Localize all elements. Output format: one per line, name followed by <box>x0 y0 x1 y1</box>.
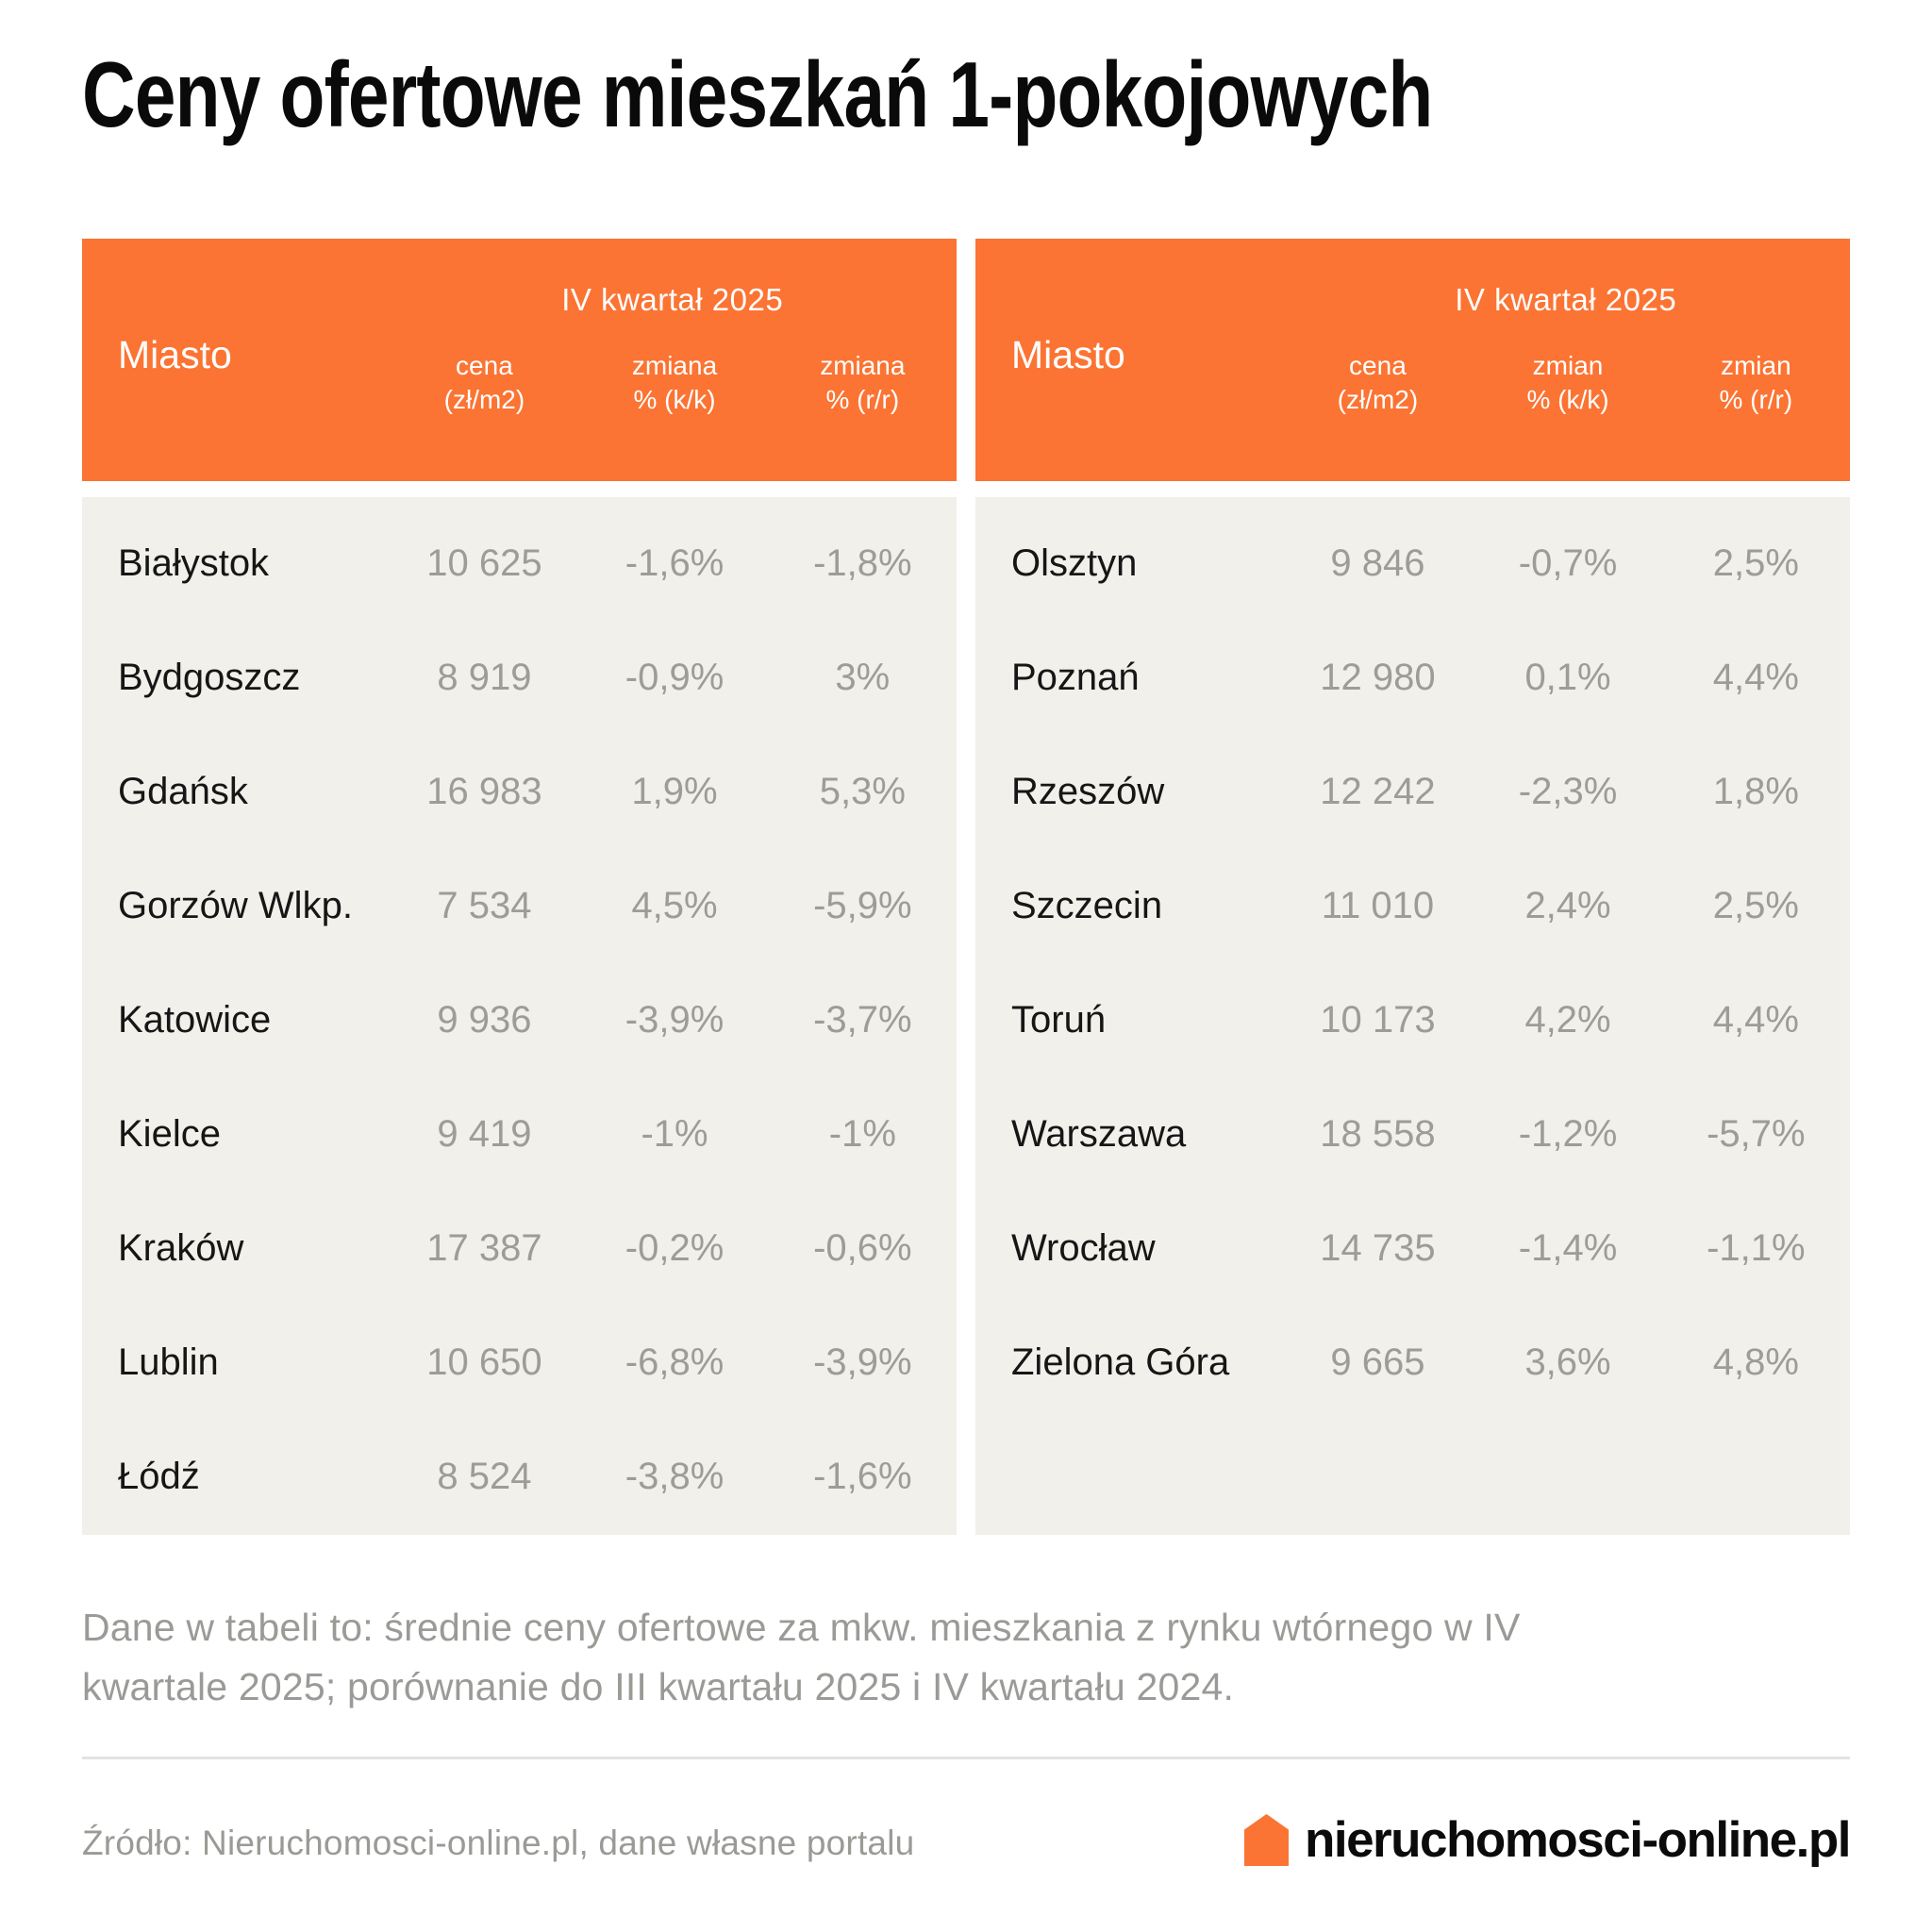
change-qq-cell: -1,4% <box>1518 1227 1618 1269</box>
price-cell: 8 919 <box>437 657 532 698</box>
header-line: % (k/k) <box>1526 385 1609 414</box>
tables-container <box>82 239 1850 1535</box>
table-row <box>82 735 957 849</box>
city-cell: Warszawa <box>1011 1113 1187 1155</box>
quarter-label: IV kwartał 2025 <box>561 282 784 317</box>
table-row <box>975 1191 1850 1306</box>
header-line: zmian <box>1720 351 1791 380</box>
table-row <box>82 621 957 735</box>
table-body <box>82 497 957 1535</box>
city-cell: Rzeszów <box>1011 771 1165 812</box>
table-row <box>975 621 1850 735</box>
price-cell: 14 735 <box>1320 1227 1436 1269</box>
table-row <box>82 963 957 1077</box>
city-cell: Łódź <box>118 1456 200 1497</box>
table-row <box>82 507 957 621</box>
change-yy-cell: 2,5% <box>1712 542 1799 584</box>
city-cell: Kraków <box>118 1227 244 1269</box>
city-cell: Kielce <box>118 1113 221 1155</box>
table-row <box>82 1191 957 1306</box>
price-cell: 9 846 <box>1330 542 1425 584</box>
quarter-label: IV kwartał 2025 <box>1455 282 1677 317</box>
price-cell: 10 650 <box>426 1341 542 1383</box>
price-table-right <box>975 239 1850 1535</box>
change-yy-cell: -1,6% <box>813 1456 912 1497</box>
table-row <box>82 1306 957 1420</box>
city-cell: Bydgoszcz <box>118 657 301 698</box>
table-header <box>975 239 1850 481</box>
price-cell: 12 242 <box>1320 771 1436 812</box>
change-yy-cell: -5,9% <box>813 885 912 926</box>
table-row <box>975 507 1850 621</box>
change-yy-cell: 2,5% <box>1712 885 1799 926</box>
house-icon <box>1244 1814 1289 1866</box>
table-row <box>82 1420 957 1534</box>
table-row <box>975 735 1850 849</box>
table-row <box>975 1306 1850 1420</box>
price-cell: 8 524 <box>437 1456 532 1497</box>
change-yy-cell: 5,3% <box>819 771 906 812</box>
table-row <box>975 849 1850 963</box>
change-qq-cell: -0,2% <box>625 1227 724 1269</box>
change-qq-column-header <box>1474 349 1661 417</box>
logo <box>1244 1811 1850 1869</box>
change-yy-cell: 1,8% <box>1712 771 1799 812</box>
change-yy-cell: -1,8% <box>813 542 912 584</box>
city-cell: Białystok <box>118 542 270 584</box>
source-text: Źródło: Nieruchomosci-online.pl, dane własne portalu <box>82 1824 915 1862</box>
change-qq-cell: 1,9% <box>631 771 718 812</box>
change-yy-cell: -0,6% <box>813 1227 912 1269</box>
header-line: zmian <box>1532 351 1604 380</box>
change-qq-cell: -2,3% <box>1518 771 1618 812</box>
price-cell: 7 534 <box>437 885 532 926</box>
change-yy-cell: -5,7% <box>1707 1113 1806 1155</box>
change-yy-cell: -3,9% <box>813 1341 912 1383</box>
change-qq-cell: -1,6% <box>625 542 724 584</box>
change-yy-cell: -1,1% <box>1707 1227 1806 1269</box>
change-yy-column-header <box>769 349 957 417</box>
change-qq-cell: -3,9% <box>625 999 724 1041</box>
city-cell: Gorzów Wlkp. <box>118 885 353 926</box>
footnote-line: kwartale 2025; porównanie do III kwartału 2025 i IV kwartału 2024. <box>82 1665 1235 1708</box>
city-cell: Lublin <box>118 1341 219 1383</box>
price-cell: 9 419 <box>437 1113 532 1155</box>
footnote <box>82 1598 1521 1717</box>
price-cell: 11 010 <box>1321 885 1435 926</box>
change-yy-cell: 4,8% <box>1712 1341 1799 1383</box>
divider <box>82 1757 1850 1759</box>
header-line: cena <box>1349 351 1407 380</box>
change-qq-cell: -1% <box>641 1113 708 1155</box>
header-line: zmiana <box>820 351 906 380</box>
header-line: (zł/m2) <box>1337 385 1419 414</box>
change-yy-cell: -3,7% <box>813 999 912 1041</box>
city-column-header: Miasto <box>118 333 232 376</box>
change-qq-cell: -0,9% <box>625 657 724 698</box>
change-qq-cell: 4,5% <box>631 885 718 926</box>
city-cell: Katowice <box>118 999 272 1041</box>
table-body <box>975 497 1850 1535</box>
column-header-row <box>975 334 1850 417</box>
price-cell: 18 558 <box>1320 1113 1436 1155</box>
price-column-header <box>388 349 580 417</box>
header-line: % (k/k) <box>633 385 716 414</box>
change-yy-cell: -1% <box>828 1113 896 1155</box>
change-yy-cell: 3% <box>835 657 891 698</box>
header-line: (zł/m2) <box>443 385 525 414</box>
price-column-header <box>1281 349 1474 417</box>
header-line: % (r/r) <box>825 385 900 414</box>
city-cell: Olsztyn <box>1011 542 1138 584</box>
table-row <box>82 849 957 963</box>
price-cell: 17 387 <box>426 1227 542 1269</box>
page-title: Ceny ofertowe mieszkań 1-pokojowych <box>82 42 1433 146</box>
price-cell: 9 936 <box>437 999 532 1041</box>
footnote-line: Dane w tabeli to: średnie ceny ofertowe za mkw. mieszkania z rynku wtórnego w IV <box>82 1606 1521 1649</box>
change-qq-column-header <box>580 349 768 417</box>
table-row <box>82 1077 957 1191</box>
change-qq-cell: -3,8% <box>625 1456 724 1497</box>
table-row <box>975 1077 1850 1191</box>
change-yy-column-header <box>1662 349 1850 417</box>
price-cell: 12 980 <box>1320 657 1436 698</box>
city-cell: Zielona Góra <box>1011 1341 1230 1383</box>
change-yy-cell: 4,4% <box>1712 657 1799 698</box>
price-cell: 16 983 <box>426 771 542 812</box>
change-qq-cell: 2,4% <box>1524 885 1611 926</box>
city-cell: Wrocław <box>1011 1227 1156 1269</box>
price-cell: 10 173 <box>1320 999 1436 1041</box>
header-line: % (r/r) <box>1719 385 1793 414</box>
change-qq-cell: -6,8% <box>625 1341 724 1383</box>
city-cell: Szczecin <box>1011 885 1163 926</box>
city-column-header: Miasto <box>1011 333 1125 376</box>
price-cell: 9 665 <box>1330 1341 1425 1383</box>
change-qq-cell: 4,2% <box>1524 999 1611 1041</box>
city-cell: Toruń <box>1011 999 1107 1041</box>
change-qq-cell: 0,1% <box>1524 657 1611 698</box>
city-cell: Poznań <box>1011 657 1140 698</box>
table-row <box>975 963 1850 1077</box>
change-qq-cell: -0,7% <box>1518 542 1618 584</box>
city-cell: Gdańsk <box>118 771 248 812</box>
change-qq-cell: 3,6% <box>1524 1341 1611 1383</box>
column-header-row <box>82 334 957 417</box>
change-qq-cell: -1,2% <box>1518 1113 1618 1155</box>
header-line: zmiana <box>631 351 718 380</box>
change-yy-cell: 4,4% <box>1712 999 1799 1041</box>
price-cell: 10 625 <box>426 542 542 584</box>
logo-text: nieruchomosci-online.pl <box>1304 1812 1850 1868</box>
table-header <box>82 239 957 481</box>
header-line: cena <box>456 351 513 380</box>
price-table-left <box>82 239 957 1535</box>
